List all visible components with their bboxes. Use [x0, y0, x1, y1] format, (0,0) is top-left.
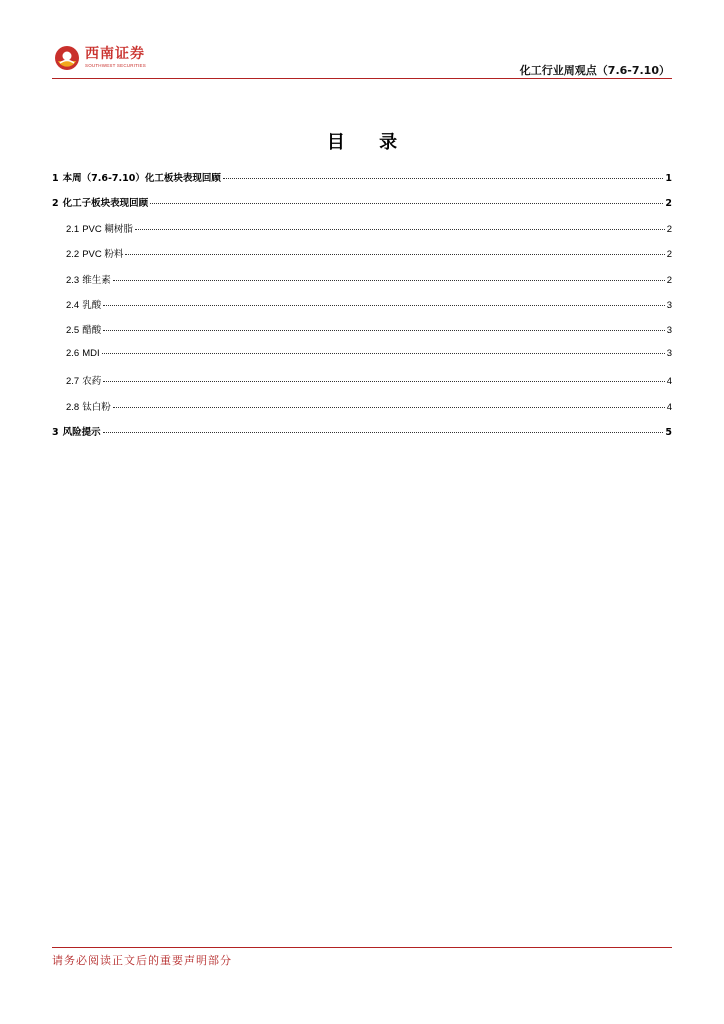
toc-entry-label: 维生素 [82, 274, 111, 286]
toc-entry-page: 2 [666, 249, 672, 261]
toc-entry-2-7[interactable] [52, 373, 672, 398]
toc-leader-dots [103, 305, 664, 306]
report-title: 化工行业周观点（7.6-7.10） [519, 64, 670, 77]
table-of-contents [52, 170, 672, 449]
logo-emblem-icon [54, 45, 80, 71]
toc-entry-label: 钛白粉 [82, 401, 111, 413]
logo-english-text: SOUTHWEST SECURITIES [85, 63, 146, 68]
header-divider [52, 78, 672, 79]
toc-entry-label: PVC 粉料 [82, 249, 124, 261]
toc-entry-label: 本周（7.6-7.10）化工板块表现回顾 [62, 173, 221, 184]
toc-entry-3[interactable] [52, 424, 672, 449]
footer-divider [52, 947, 672, 948]
toc-leader-dots [103, 381, 664, 382]
toc-entry-label: 醋酸 [82, 325, 102, 337]
toc-leader-dots [113, 280, 665, 281]
toc-entry-2-4[interactable] [52, 297, 672, 322]
toc-entry-page: 1 [665, 173, 672, 184]
toc-leader-dots [150, 203, 663, 204]
toc-entry-number: 2.3 [66, 274, 80, 286]
toc-entry-2-6[interactable] [52, 348, 672, 373]
toc-entry-page: 3 [666, 347, 672, 359]
toc-entry-page: 2 [666, 274, 672, 286]
toc-entry-2-3[interactable] [52, 272, 672, 297]
toc-entry-number: 2.1 [66, 223, 80, 235]
logo-chinese-text: 西南证券 [85, 46, 145, 62]
toc-entry-2-5[interactable] [52, 322, 672, 347]
toc-title: 目 录 [326, 132, 412, 153]
toc-entry-number: 1 [52, 173, 59, 184]
toc-entry-1[interactable] [52, 170, 672, 195]
toc-leader-dots [113, 407, 665, 408]
toc-entry-2[interactable] [52, 195, 672, 220]
footer-disclaimer: 请务必阅读正文后的重要声明部分 [52, 954, 232, 967]
toc-entry-page: 2 [666, 223, 672, 235]
toc-leader-dots [103, 330, 664, 331]
toc-entry-page: 5 [665, 426, 672, 438]
toc-entry-number: 2.5 [66, 325, 80, 337]
toc-leader-dots [135, 229, 665, 230]
toc-entry-number: 2 [52, 198, 59, 210]
toc-leader-dots [102, 353, 665, 354]
toc-entry-page: 4 [666, 376, 672, 388]
toc-entry-number: 2.6 [66, 347, 80, 359]
toc-leader-dots [125, 254, 664, 255]
toc-leader-dots [223, 178, 664, 179]
toc-entry-label: 农药 [82, 376, 102, 388]
toc-entry-number: 2.8 [66, 401, 80, 413]
toc-entry-2-8[interactable] [52, 399, 672, 424]
toc-entry-page: 3 [666, 325, 672, 337]
toc-entry-page: 4 [666, 401, 672, 413]
toc-entry-label: PVC 糊树脂 [82, 223, 133, 235]
page-header [52, 42, 672, 80]
toc-entry-label: 化工子板块表现回顾 [62, 198, 149, 210]
company-logo [54, 42, 146, 74]
toc-entry-number: 2.7 [66, 376, 80, 388]
toc-leader-dots [103, 432, 664, 433]
toc-entry-number: 2.4 [66, 299, 80, 311]
toc-entry-number: 2.2 [66, 249, 80, 261]
toc-entry-label: 乳酸 [82, 299, 102, 311]
toc-entry-page: 2 [665, 198, 672, 210]
toc-entry-label: MDI [82, 347, 100, 359]
toc-entry-2-1[interactable] [52, 221, 672, 246]
toc-entry-number: 3 [52, 426, 59, 438]
toc-entry-label: 风险提示 [62, 426, 101, 438]
toc-entry-page: 3 [666, 299, 672, 311]
toc-entry-2-2[interactable] [52, 246, 672, 271]
